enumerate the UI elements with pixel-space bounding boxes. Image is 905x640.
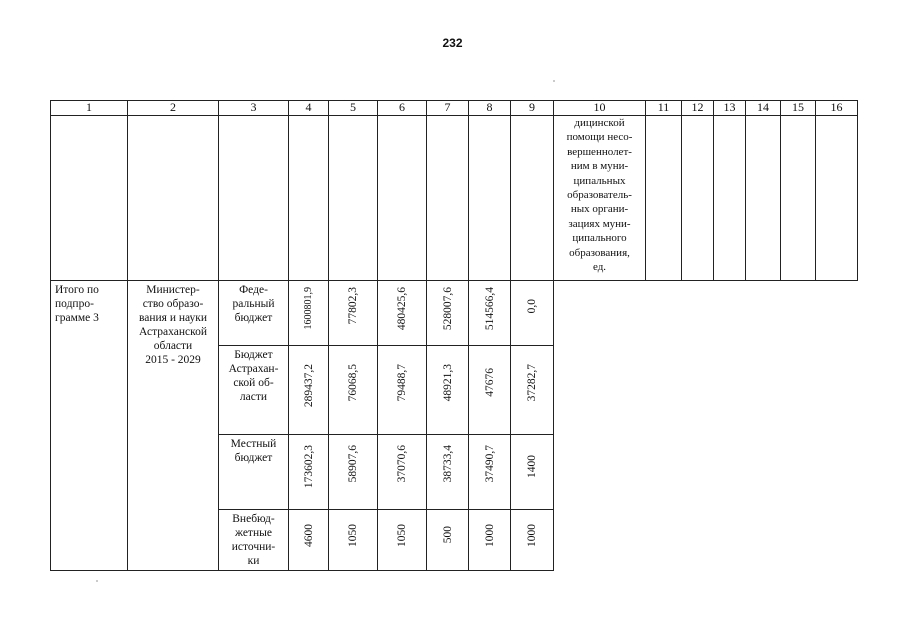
value-cell: 1000 — [511, 510, 554, 571]
indicator-line: ципального — [572, 232, 627, 245]
value-cell: 47676 — [469, 346, 511, 435]
col-header: 16 — [816, 101, 858, 116]
funding-source-cell: Бюджет Астрахан- ской об- ласти — [219, 346, 289, 435]
funding-row-federal — [51, 281, 858, 346]
value-cell: 38733,4 — [427, 435, 469, 510]
value-cell: 4600 — [289, 510, 329, 571]
value-cell: 1400 — [511, 435, 554, 510]
page-number: 232 — [442, 36, 463, 50]
col-header: 14 — [746, 101, 781, 116]
executor-cell: Министер- ство образо- вания и науки Астраханской области 2015 - 2029 — [128, 281, 219, 571]
indicator-line: ных органи- — [570, 203, 629, 216]
value-cell: 58907,6 — [329, 435, 378, 510]
col-header: 12 — [682, 101, 714, 116]
value-cell: 37070,6 — [378, 435, 427, 510]
subprogram-total-cell: Итого по подпро- грамме 3 — [51, 281, 128, 571]
empty-area — [554, 281, 858, 571]
col-header: 8 — [469, 101, 511, 116]
indicator-cell — [554, 116, 646, 281]
value-cell: 500 — [427, 510, 469, 571]
value-cell: 48921,3 — [427, 346, 469, 435]
col-header: 15 — [781, 101, 816, 116]
col-header: 5 — [329, 101, 378, 116]
value-cell: 76068,5 — [329, 346, 378, 435]
indicator-line: помощи несо- — [566, 131, 633, 144]
indicator-line: дицинской — [574, 117, 625, 129]
col-header: 4 — [289, 101, 329, 116]
value-cell: 1050 — [378, 510, 427, 571]
col-header: 9 — [511, 101, 554, 116]
program-funding-table — [50, 100, 858, 571]
value-cell: 289437,2 — [289, 346, 329, 435]
indicator-line: зациях муни- — [568, 217, 631, 230]
value-cell: 480425,6 — [378, 281, 427, 346]
value-cell: 1050 — [329, 510, 378, 571]
value-cell: 528007,6 — [427, 281, 469, 346]
value-cell: 37490,7 — [469, 435, 511, 510]
col-header: 7 — [427, 101, 469, 116]
indicator-line: ед. — [592, 261, 607, 274]
col-header: 13 — [714, 101, 746, 116]
col-header: 10 — [554, 101, 646, 116]
col-header: 11 — [646, 101, 682, 116]
value-cell: 1600801,9 — [289, 281, 329, 346]
funding-source-cell: Феде- ральный бюджет — [219, 281, 289, 346]
indicator-line: ним в муни- — [570, 160, 629, 173]
value-cell: 173602,3 — [289, 435, 329, 510]
funding-source-cell: Внебюд- жетные источни- ки — [219, 510, 289, 571]
column-number-row — [51, 101, 858, 116]
col-header: 1 — [51, 101, 128, 116]
value-cell: 514566,4 — [469, 281, 511, 346]
indicator-line: образователь- — [567, 189, 632, 202]
value-cell: 1000 — [469, 510, 511, 571]
value-cell: 79488,7 — [378, 346, 427, 435]
col-header: 3 — [219, 101, 289, 116]
indicator-line: вершеннолет- — [567, 145, 632, 158]
indicator-line: образования, — [569, 246, 630, 259]
scan-speck — [553, 80, 555, 82]
col-header: 2 — [128, 101, 219, 116]
scan-speck — [96, 580, 98, 582]
value-cell: 0,0 — [511, 281, 554, 346]
continued-row — [51, 116, 858, 281]
value-cell: 37282,7 — [511, 346, 554, 435]
col-header: 6 — [378, 101, 427, 116]
funding-source-cell: Местный бюджет — [219, 435, 289, 510]
indicator-line: ципальных — [573, 174, 626, 187]
value-cell: 77802,3 — [329, 281, 378, 346]
